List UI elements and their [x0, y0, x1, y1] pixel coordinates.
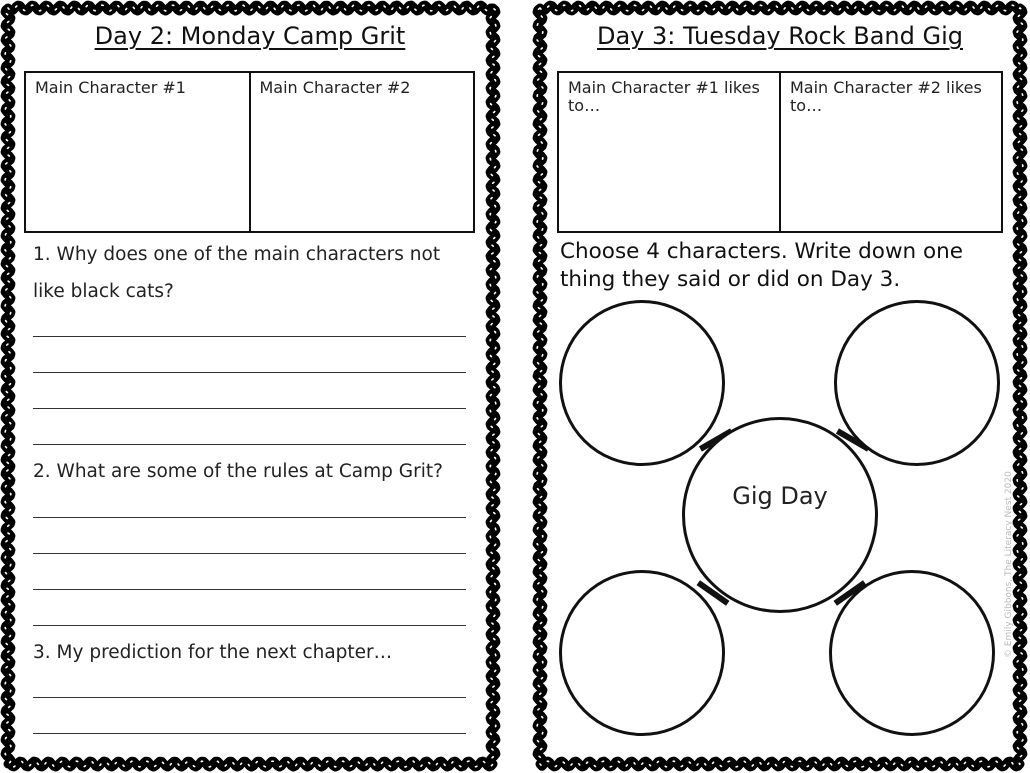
- question-1: 1. Why does one of the main characters not like black cats?: [33, 244, 441, 302]
- left-character-table: [24, 71, 475, 233]
- answer-line[interactable]: [33, 697, 466, 698]
- center-label: Gig Day: [732, 482, 828, 510]
- character-circle-top-right[interactable]: [834, 300, 1000, 466]
- answer-line[interactable]: [33, 408, 466, 409]
- answer-line[interactable]: [33, 444, 466, 445]
- character-circle-bottom-right[interactable]: [829, 570, 995, 736]
- instructions: Choose 4 characters. Write down one thing they said or did on Day 3.: [560, 239, 963, 292]
- character-circle-bottom-left[interactable]: [559, 570, 725, 736]
- answer-line[interactable]: [33, 336, 466, 337]
- right-character-table: [557, 71, 1003, 233]
- question-3: 3. My prediction for the next chapter…: [33, 642, 393, 663]
- answer-line[interactable]: [33, 733, 466, 734]
- main-character-1-box[interactable]: Main Character #1: [35, 78, 186, 97]
- answer-line[interactable]: [33, 589, 466, 590]
- answer-line[interactable]: [33, 372, 466, 373]
- answer-line[interactable]: [33, 625, 466, 626]
- copyright: © Emily Gibbons, The Literacy Nest 2020: [1004, 471, 1014, 658]
- answer-line[interactable]: [33, 553, 466, 554]
- question-2: 2. What are some of the rules at Camp Grit?: [33, 461, 443, 482]
- character-2-likes-box[interactable]: Main Character #2 likes to…: [779, 73, 1001, 231]
- answer-line[interactable]: [33, 517, 466, 518]
- left-page-title: Day 2: Monday Camp Grit: [94, 22, 406, 50]
- character-circle-top-left[interactable]: [559, 300, 725, 466]
- right-page-title: Day 3: Tuesday Rock Band Gig: [596, 22, 964, 50]
- main-character-2-box[interactable]: Main Character #2: [249, 73, 474, 231]
- center-circle: [682, 417, 878, 613]
- character-1-likes-box[interactable]: Main Character #1 likes to…: [568, 78, 760, 115]
